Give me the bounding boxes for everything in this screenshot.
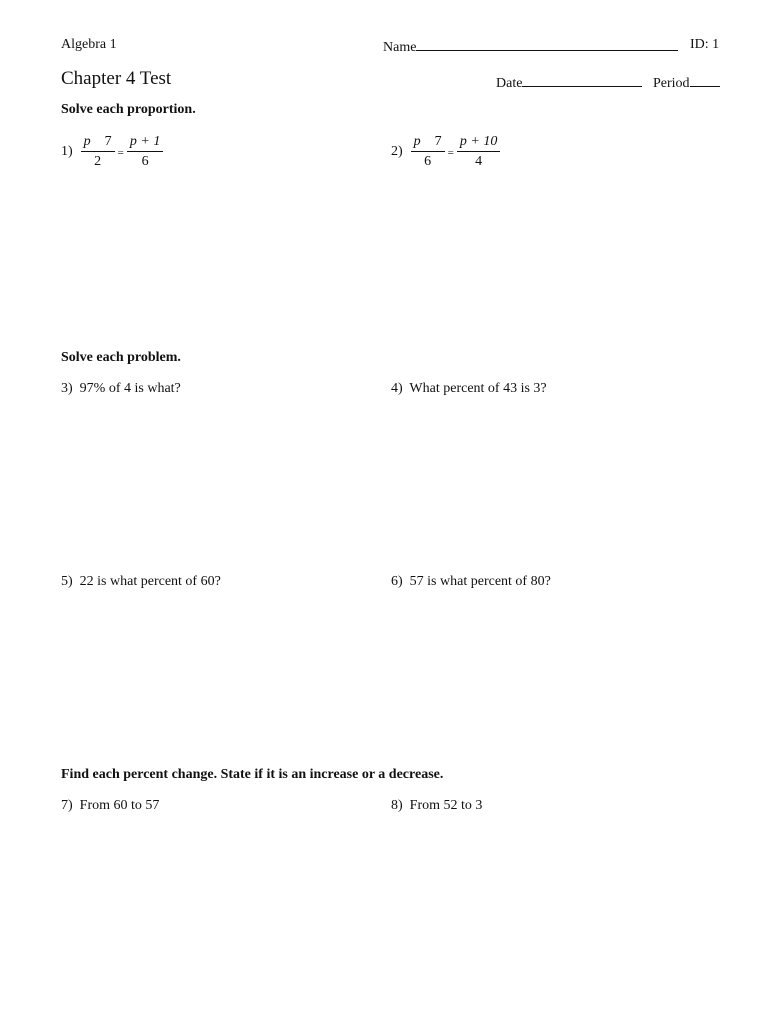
right-fraction <box>127 134 163 170</box>
problem-number: 1) <box>61 144 73 159</box>
course-label: Algebra 1 <box>61 37 117 52</box>
problem-text: What percent of 43 is 3? <box>409 381 547 396</box>
name-field[interactable] <box>383 37 678 56</box>
problem-number: 6) <box>391 574 403 589</box>
numerator <box>127 134 163 152</box>
proportion-2 <box>391 134 500 170</box>
problem-text: 97% of 4 is what? <box>79 381 181 396</box>
problem-text: 57 is what percent of 80? <box>409 574 551 589</box>
problem-number: 2) <box>391 144 403 159</box>
numerator-expression: p + 1 <box>129 134 161 149</box>
equals-sign: = <box>117 147 124 159</box>
denominator: 2 <box>94 154 102 169</box>
problem-number: 8) <box>391 798 403 813</box>
section-instruction: Solve each proportion. <box>61 102 196 117</box>
numerator <box>411 134 445 152</box>
period-field[interactable] <box>653 73 720 92</box>
numerator-expression: p + 10 <box>459 134 498 149</box>
numerator <box>457 134 500 152</box>
problem-6 <box>391 574 551 590</box>
section-instruction: Solve each problem. <box>61 350 181 365</box>
problem-text: From 60 to 57 <box>79 798 160 813</box>
problem-text: 22 is what percent of 60? <box>79 574 221 589</box>
problem-number: 5) <box>61 574 73 589</box>
problem-3 <box>61 381 181 397</box>
name-label: Name <box>383 40 417 55</box>
section-instruction: Find each percent change. State if it is an increase or a decrease. <box>61 767 444 782</box>
name-blank[interactable] <box>416 37 678 51</box>
problem-7 <box>61 798 159 814</box>
test-title: Chapter 4 Test <box>61 68 172 89</box>
constant: 7 <box>434 134 442 149</box>
left-fraction <box>411 134 445 170</box>
problem-4 <box>391 381 547 397</box>
variable: p <box>83 134 91 149</box>
period-blank[interactable] <box>690 73 720 87</box>
denominator: 4 <box>475 154 483 169</box>
problem-5 <box>61 574 221 590</box>
proportion-1 <box>61 134 163 170</box>
constant: 7 <box>104 134 112 149</box>
problem-number: 3) <box>61 381 73 396</box>
period-label: Period <box>653 76 690 91</box>
date-field[interactable] <box>496 73 642 92</box>
right-fraction <box>457 134 500 170</box>
variable: p <box>413 134 421 149</box>
problem-number: 7) <box>61 798 73 813</box>
numerator <box>81 134 115 152</box>
problem-text: From 52 to 3 <box>409 798 483 813</box>
id-label: ID: 1 <box>690 37 720 52</box>
equals-sign: = <box>447 147 454 159</box>
problem-number: 4) <box>391 381 403 396</box>
problem-8 <box>391 798 482 814</box>
date-blank[interactable] <box>522 73 642 87</box>
date-label: Date <box>496 76 523 91</box>
denominator: 6 <box>141 154 149 169</box>
left-fraction <box>81 134 115 170</box>
denominator: 6 <box>424 154 432 169</box>
